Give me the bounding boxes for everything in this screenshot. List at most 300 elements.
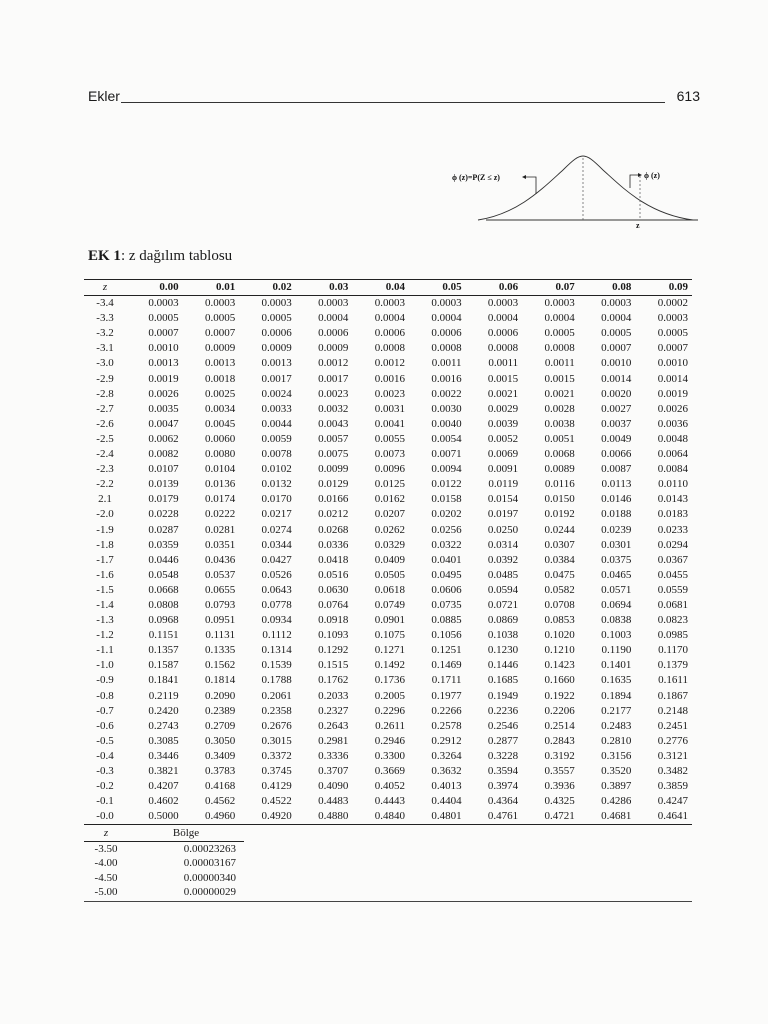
probability-cell: 0.3482	[657, 765, 688, 777]
probability-cell: 0.1762	[318, 674, 349, 687]
column-header: 0.05	[409, 280, 466, 296]
probability-cell: 0.0125	[374, 478, 405, 491]
probability-cell: 0.4286	[601, 795, 632, 808]
tail-area-cell: 0.00023263	[183, 842, 236, 855]
table-row	[84, 326, 692, 341]
z-value-cell: -2.4	[96, 448, 114, 461]
probability-cell: 0.0344	[261, 538, 292, 551]
table-row	[84, 734, 692, 749]
probability-cell: 0.0011	[488, 357, 519, 370]
table-title-prefix: EK 1	[88, 248, 121, 264]
probability-cell: 0.0192	[544, 508, 575, 521]
left-pointer	[526, 177, 536, 194]
probability-cell: 0.0027	[601, 402, 632, 415]
probability-cell: 0.0075	[318, 448, 349, 461]
page-number: 613	[676, 88, 700, 104]
probability-cell: 0.0010	[601, 357, 632, 370]
probability-cell: 0.3974	[487, 780, 519, 793]
probability-cell: 0.0016	[431, 372, 462, 385]
probability-cell: 0.0681	[657, 598, 688, 611]
probability-cell: 0.0179	[148, 493, 179, 506]
z-value-cell: -2.6	[96, 417, 114, 430]
tail-area-cell: 0.00000340	[183, 871, 236, 884]
probability-cell: 0.1251	[431, 644, 462, 657]
z-axis-label: z	[636, 221, 640, 230]
table-title	[88, 248, 232, 265]
probability-cell: 0.1587	[148, 659, 179, 672]
z-value-cell: 2.1	[98, 493, 112, 506]
probability-cell: 0.0336	[318, 538, 349, 551]
tail-table-header-row	[84, 826, 244, 841]
probability-cell: 0.1492	[374, 659, 405, 672]
z-value-cell: -0.0	[84, 809, 126, 825]
probability-cell: 0.0436	[204, 553, 236, 566]
probability-cell: 0.2177	[601, 704, 632, 717]
probability-cell: 0.3936	[544, 780, 575, 793]
probability-cell: 0.3707	[318, 765, 349, 777]
probability-cell: 0.1611	[658, 674, 688, 687]
tail-area-cell: 0.00003167	[183, 857, 236, 870]
probability-cell: 0.0006	[374, 327, 405, 340]
probability-cell: 0.0301	[601, 538, 632, 551]
table-row	[84, 372, 692, 387]
probability-cell: 0.1038	[487, 629, 519, 642]
probability-cell: 0.0003	[148, 297, 179, 310]
probability-cell: 0.0073	[374, 448, 405, 461]
probability-cell: 0.0048	[657, 432, 688, 445]
table-row	[84, 311, 692, 326]
probability-cell: 0.0007	[657, 342, 688, 355]
page-header	[88, 88, 700, 106]
probability-cell: 0.1562	[204, 659, 236, 672]
probability-cell: 0.0099	[318, 463, 349, 476]
probability-cell: 0.0004	[374, 312, 405, 325]
probability-cell: 0.1635	[601, 674, 632, 687]
right-pointer	[630, 175, 638, 188]
probability-cell: 0.2578	[431, 719, 462, 732]
probability-cell: 0.0287	[148, 523, 179, 536]
probability-cell: 0.0630	[318, 583, 349, 596]
probability-cell: 0.3897	[601, 780, 632, 793]
probability-cell: 0.0197	[487, 508, 519, 521]
z-value-cell: -0.1	[96, 795, 114, 808]
probability-cell: 0.0869	[487, 614, 519, 627]
probability-cell: 0.4325	[544, 795, 575, 808]
probability-cell: 0.0853	[544, 614, 575, 627]
probability-cell: 0.0020	[601, 387, 632, 400]
probability-cell: 0.0003	[431, 297, 462, 310]
probability-cell: 0.0901	[374, 614, 405, 627]
probability-cell: 0.0055	[374, 432, 405, 445]
probability-cell: 0.0721	[487, 598, 519, 611]
probability-cell: 0.4761	[466, 809, 523, 825]
table-row	[84, 613, 692, 628]
probability-cell: 0.0158	[431, 493, 462, 506]
probability-cell: 0.2843	[544, 734, 575, 747]
probability-cell: 0.0244	[544, 523, 575, 536]
probability-cell: 0.0059	[261, 432, 292, 445]
probability-cell: 0.2119	[148, 689, 179, 702]
probability-cell: 0.1949	[487, 689, 519, 702]
probability-cell: 0.0113	[601, 478, 632, 491]
probability-cell: 0.0019	[148, 372, 179, 385]
z-value-cell: -1.2	[96, 629, 114, 642]
header-rule	[121, 102, 665, 103]
probability-cell: 0.3264	[431, 749, 462, 762]
z-value-cell: -0.2	[96, 780, 114, 793]
probability-cell: 0.0465	[601, 568, 632, 581]
probability-cell: 0.3557	[544, 765, 575, 777]
probability-cell: 0.0029	[487, 402, 519, 415]
probability-cell: 0.3372	[261, 749, 292, 762]
probability-cell: 0.0023	[374, 387, 405, 400]
probability-cell: 0.0764	[318, 598, 349, 611]
probability-cell: 0.0618	[374, 583, 405, 596]
probability-cell: 0.0008	[374, 342, 405, 355]
probability-cell: 0.1446	[487, 659, 519, 672]
probability-cell: 0.0885	[431, 614, 462, 627]
probability-cell: 0.3446	[148, 749, 179, 762]
probability-cell: 0.0084	[657, 463, 688, 476]
probability-cell: 0.0025	[204, 387, 236, 400]
probability-cell: 0.0778	[261, 598, 292, 611]
probability-cell: 0.1131	[205, 629, 236, 642]
probability-cell: 0.0749	[374, 598, 405, 611]
probability-cell: 0.0071	[431, 448, 462, 461]
probability-cell: 0.1151	[148, 629, 179, 642]
probability-cell: 0.1210	[544, 644, 575, 657]
probability-cell: 0.4562	[204, 795, 236, 808]
table-row	[84, 523, 692, 538]
table-header-row	[84, 280, 692, 296]
column-header: 0.00	[126, 280, 183, 296]
probability-cell: 0.0322	[431, 538, 462, 551]
probability-cell: 0.0104	[204, 463, 236, 476]
probability-cell: 0.1867	[657, 689, 688, 702]
probability-cell: 0.0017	[318, 372, 349, 385]
probability-cell: 0.0003	[261, 297, 292, 310]
probability-cell: 0.0351	[204, 538, 236, 551]
table-row	[84, 779, 692, 794]
probability-cell: 0.0668	[148, 583, 179, 596]
probability-cell: 0.0918	[318, 614, 349, 627]
probability-cell: 0.3594	[487, 765, 519, 777]
probability-cell: 0.0013	[204, 357, 236, 370]
probability-cell: 0.0010	[657, 357, 688, 370]
table-row	[84, 356, 692, 371]
probability-cell: 0.0064	[657, 448, 688, 461]
probability-cell: 0.4641	[635, 809, 692, 825]
probability-cell: 0.0107	[148, 463, 179, 476]
probability-cell: 0.0003	[601, 297, 632, 310]
probability-cell: 0.0495	[431, 568, 462, 581]
probability-cell: 0.0003	[657, 312, 688, 325]
probability-cell: 0.0694	[601, 598, 632, 611]
probability-cell: 0.0934	[261, 614, 292, 627]
probability-cell: 0.3669	[374, 765, 405, 777]
probability-cell: 0.0188	[601, 508, 632, 521]
probability-cell: 0.0708	[544, 598, 575, 611]
probability-cell: 0.2061	[261, 689, 292, 702]
left-arrowhead-icon	[522, 175, 526, 179]
probability-cell: 0.2776	[657, 734, 688, 747]
probability-cell: 0.1230	[487, 644, 519, 657]
probability-cell: 0.0078	[261, 448, 292, 461]
tail-table-row	[84, 885, 244, 900]
probability-cell: 0.1075	[374, 629, 405, 642]
probability-cell: 0.0089	[544, 463, 575, 476]
probability-cell: 0.2296	[374, 704, 405, 717]
probability-cell: 0.0239	[601, 523, 632, 536]
probability-cell: 0.0475	[544, 568, 575, 581]
probability-cell: 0.1003	[601, 629, 632, 642]
column-header: 0.03	[296, 280, 353, 296]
probability-cell: 0.0047	[148, 417, 179, 430]
probability-cell: 0.0129	[318, 478, 349, 491]
table-row	[84, 553, 692, 568]
probability-cell: 0.3050	[204, 734, 236, 747]
probability-cell: 0.0427	[261, 553, 292, 566]
probability-cell: 0.0015	[487, 372, 519, 385]
table-row	[84, 387, 692, 402]
probability-cell: 0.0793	[204, 598, 236, 611]
probability-cell: 0.2643	[318, 719, 349, 732]
probability-cell: 0.0110	[658, 478, 688, 491]
probability-cell: 0.1515	[318, 659, 349, 672]
table-row	[84, 462, 692, 477]
column-header: 0.02	[239, 280, 296, 296]
probability-cell: 0.0082	[148, 448, 179, 461]
probability-cell: 0.0136	[204, 478, 236, 491]
probability-cell: 0.0009	[204, 342, 236, 355]
z-value-cell: -3.3	[96, 312, 114, 325]
probability-cell: 0.0007	[601, 342, 632, 355]
table-row	[84, 794, 692, 809]
probability-cell: 0.4364	[487, 795, 519, 808]
probability-cell: 0.0606	[431, 583, 462, 596]
probability-cell: 0.0162	[374, 493, 405, 506]
probability-cell: 0.0582	[544, 583, 575, 596]
probability-cell: 0.0294	[657, 538, 688, 551]
table-row	[84, 673, 692, 688]
probability-cell: 0.0003	[318, 297, 349, 310]
probability-cell: 0.0559	[657, 583, 688, 596]
probability-cell: 0.2546	[487, 719, 519, 732]
probability-cell: 0.3821	[148, 765, 179, 777]
probability-cell: 0.0418	[318, 553, 349, 566]
probability-cell: 0.0012	[374, 357, 405, 370]
z-value-cell: -1.4	[96, 598, 114, 611]
probability-cell: 0.0035	[148, 402, 179, 415]
table-row	[84, 296, 692, 312]
z-table-body	[84, 296, 692, 825]
probability-cell: 0.0139	[148, 478, 179, 491]
probability-cell: 0.0505	[374, 568, 405, 581]
probability-cell: 0.2877	[487, 734, 519, 747]
z-value-cell: -3.2	[96, 327, 114, 340]
tail-z-cell: -5.00	[94, 886, 118, 899]
z-value-cell: -1.5	[96, 583, 114, 596]
probability-cell: 0.0392	[487, 553, 519, 566]
probability-cell: 0.2709	[204, 719, 236, 732]
table-row	[84, 719, 692, 734]
z-value-cell: -3.1	[96, 342, 114, 355]
pdf-label: ϕ (z)	[644, 171, 660, 180]
probability-cell: 0.0034	[204, 402, 236, 415]
probability-cell: 0.0009	[318, 342, 349, 355]
probability-cell: 0.0375	[601, 553, 632, 566]
tail-z-header: z	[84, 826, 128, 841]
probability-cell: 0.4522	[261, 795, 292, 808]
probability-cell: 0.0039	[487, 417, 519, 430]
probability-cell: 0.0019	[657, 387, 688, 400]
probability-cell: 0.0004	[318, 312, 349, 325]
probability-cell: 0.4013	[431, 780, 462, 793]
bell-curve	[478, 156, 693, 220]
probability-cell: 0.0032	[318, 402, 349, 415]
probability-cell: 0.0062	[148, 432, 179, 445]
probability-cell: 0.0069	[487, 448, 519, 461]
probability-cell: 0.2090	[204, 689, 236, 702]
table-row	[84, 628, 692, 643]
probability-cell: 0.0823	[657, 614, 688, 627]
probability-cell: 0.1423	[544, 659, 575, 672]
z-value-cell: -2.2	[96, 478, 114, 491]
probability-cell: 0.1841	[148, 674, 179, 687]
probability-cell: 0.0268	[318, 523, 349, 536]
probability-cell: 0.0228	[148, 508, 179, 521]
probability-cell: 0.0233	[657, 523, 688, 536]
table-row	[84, 764, 692, 779]
table-row	[84, 809, 692, 825]
column-header: 0.09	[635, 280, 692, 296]
table-row	[84, 447, 692, 462]
probability-cell: 0.0735	[431, 598, 462, 611]
probability-cell: 0.0217	[261, 508, 292, 521]
probability-cell: 0.2981	[318, 734, 349, 747]
probability-cell: 0.0537	[204, 568, 236, 581]
probability-cell: 0.0013	[261, 357, 292, 370]
probability-cell: 0.0951	[204, 614, 236, 627]
probability-cell: 0.0038	[544, 417, 575, 430]
tail-area-table	[84, 826, 244, 900]
probability-cell: 0.0329	[374, 538, 405, 551]
probability-cell: 0.0183	[657, 508, 688, 521]
probability-cell: 0.0016	[374, 372, 405, 385]
probability-cell: 0.0006	[261, 327, 292, 340]
probability-cell: 0.0207	[374, 508, 405, 521]
probability-cell: 0.0571	[601, 583, 632, 596]
probability-cell: 0.0003	[374, 297, 405, 310]
probability-cell: 0.2358	[261, 704, 292, 717]
column-header: 0.07	[522, 280, 579, 296]
probability-cell: 0.3336	[318, 749, 349, 762]
probability-cell: 0.0087	[601, 463, 632, 476]
probability-cell: 0.3015	[261, 734, 292, 747]
probability-cell: 0.0068	[544, 448, 575, 461]
z-value-cell: -2.7	[96, 402, 114, 415]
probability-cell: 0.0202	[431, 508, 462, 521]
probability-cell: 0.0004	[544, 312, 575, 325]
table-row	[84, 643, 692, 658]
probability-cell: 0.0409	[374, 553, 405, 566]
probability-cell: 0.0036	[657, 417, 688, 430]
probability-cell: 0.2389	[204, 704, 236, 717]
probability-cell: 0.3783	[204, 765, 236, 777]
z-value-cell: -2.5	[96, 432, 114, 445]
probability-cell: 0.0367	[657, 553, 688, 566]
probability-cell: 0.0010	[148, 342, 179, 355]
z-value-cell: -1.7	[96, 553, 114, 566]
probability-cell: 0.0057	[318, 432, 349, 445]
probability-cell: 0.0170	[261, 493, 292, 506]
probability-cell: 0.2483	[601, 719, 632, 732]
probability-cell: 0.0013	[148, 357, 179, 370]
probability-cell: 0.3156	[601, 749, 632, 762]
probability-cell: 0.4404	[431, 795, 462, 808]
z-column-header: z	[84, 280, 126, 296]
probability-cell: 0.1660	[544, 674, 575, 687]
probability-cell: 0.0005	[148, 312, 179, 325]
probability-cell: 0.0384	[544, 553, 575, 566]
probability-cell: 0.0008	[431, 342, 462, 355]
probability-cell: 0.0005	[261, 312, 292, 325]
table-title-text: : z dağılım tablosu	[120, 248, 233, 264]
probability-cell: 0.4207	[148, 780, 179, 793]
probability-cell: 0.0066	[601, 448, 632, 461]
probability-cell: 0.0485	[487, 568, 519, 581]
probability-cell: 0.0655	[204, 583, 236, 596]
probability-cell: 0.0968	[148, 614, 179, 627]
z-value-cell: -0.8	[96, 689, 114, 702]
probability-cell: 0.0003	[487, 297, 519, 310]
probability-cell: 0.0446	[148, 553, 179, 566]
probability-cell: 0.4052	[374, 780, 405, 793]
z-value-cell: -0.5	[96, 734, 114, 747]
probability-cell: 0.0005	[601, 327, 632, 340]
z-value-cell: -1.0	[96, 659, 114, 672]
probability-cell: 0.1539	[261, 659, 292, 672]
probability-cell: 0.2327	[318, 704, 349, 717]
probability-cell: 0.2005	[374, 689, 405, 702]
probability-cell: 0.0030	[431, 402, 462, 415]
normal-distribution-figure	[448, 148, 700, 230]
probability-cell: 0.0548	[148, 568, 179, 581]
probability-cell: 0.0005	[657, 327, 688, 340]
probability-cell: 0.1020	[544, 629, 575, 642]
probability-cell: 0.0024	[261, 387, 292, 400]
probability-cell: 0.3520	[601, 765, 632, 777]
probability-cell: 0.0018	[204, 372, 236, 385]
bottom-rule	[84, 901, 692, 902]
probability-cell: 0.1469	[431, 659, 462, 672]
probability-cell: 0.0401	[431, 553, 462, 566]
probability-cell: 0.1093	[318, 629, 349, 642]
probability-cell: 0.4840	[352, 809, 409, 825]
probability-cell: 0.4247	[657, 795, 688, 808]
z-value-cell: -3.0	[96, 357, 114, 370]
probability-cell: 0.0021	[487, 387, 519, 400]
probability-cell: 0.0003	[204, 297, 236, 310]
probability-cell: 0.0049	[601, 432, 632, 445]
probability-cell: 0.4602	[148, 795, 179, 808]
probability-cell: 0.0037	[601, 417, 632, 430]
probability-cell: 0.0006	[318, 327, 349, 340]
tail-table-body	[84, 841, 244, 900]
probability-cell: 0.4721	[522, 809, 579, 825]
probability-cell: 0.4960	[183, 809, 240, 825]
z-value-cell: -2.8	[96, 387, 114, 400]
